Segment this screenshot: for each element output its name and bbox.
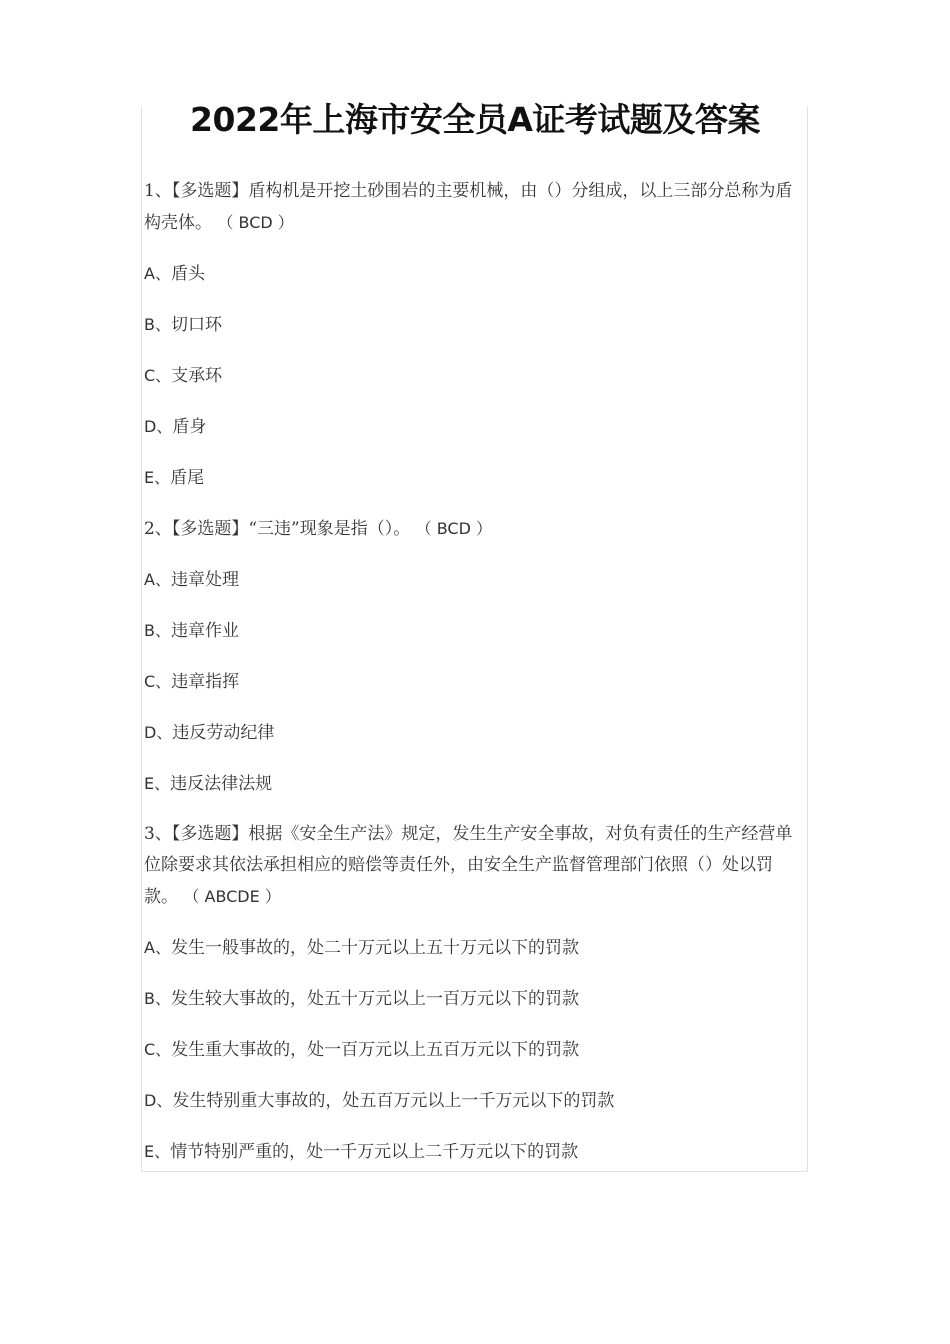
question-1-option-e bbox=[144, 462, 806, 494]
question-2-option-c bbox=[144, 666, 806, 698]
question-2-option-a bbox=[144, 564, 806, 596]
option-text: 盾头 bbox=[170, 264, 205, 284]
question-2-option-d bbox=[144, 717, 806, 749]
question-1-stem: 1、【多选题】盾构机是开挖土砂围岩的主要机械，由（）分组成，以上三部分总称为盾构壳体。 bbox=[144, 181, 793, 233]
option-text: 发生较大事故的，处五十万元以上一百万元以下的罚款 bbox=[170, 989, 579, 1009]
option-letter: B、 bbox=[144, 315, 171, 334]
option-text: 支承环 bbox=[171, 366, 223, 386]
question-2-text bbox=[144, 513, 806, 545]
option-text: 发生特别重大事故的，处五百万元以上一千万元以下的罚款 bbox=[172, 1091, 615, 1111]
question-2-option-b bbox=[144, 615, 806, 647]
question-1-option-c bbox=[144, 360, 806, 392]
question-1 bbox=[144, 176, 806, 494]
question-3-option-c bbox=[144, 1034, 806, 1066]
question-3-stem: 3、【多选题】根据《安全生产法》规定，发生生产安全事故，对负有责任的生产经营单位除要求其依法承担相应的赔偿等责任外，由安全生产监督管理部门依照（）处以罚款。 bbox=[144, 824, 793, 907]
option-text: 违反法律法规 bbox=[170, 774, 273, 794]
option-letter: B、 bbox=[144, 989, 171, 1008]
option-text: 盾身 bbox=[172, 417, 207, 437]
question-2 bbox=[144, 513, 806, 800]
option-letter: E、 bbox=[144, 1142, 171, 1161]
option-text: 违反劳动纪律 bbox=[172, 723, 275, 743]
option-letter: B、 bbox=[144, 621, 171, 640]
option-letter: D、 bbox=[144, 723, 173, 742]
question-2-stem: 2、【多选题】“三违”现象是指（）。 bbox=[144, 519, 411, 539]
question-3-option-d bbox=[144, 1085, 806, 1117]
option-text: 切口环 bbox=[170, 315, 222, 335]
option-letter: A、 bbox=[144, 938, 171, 957]
question-3-option-b bbox=[144, 983, 806, 1015]
option-text: 发生重大事故的，处一百万元以上五百万元以下的罚款 bbox=[171, 1040, 580, 1060]
question-1-answer: （ BCD ） bbox=[217, 213, 294, 232]
question-3 bbox=[144, 819, 806, 1168]
question-3-option-a bbox=[144, 932, 806, 964]
question-1-text bbox=[144, 176, 806, 239]
option-letter: C、 bbox=[144, 1040, 172, 1059]
question-3-answer: （ ABCDE ） bbox=[183, 887, 281, 906]
option-letter: C、 bbox=[144, 366, 172, 385]
option-text: 情节特别严重的，处一千万元以上二千万元以下的罚款 bbox=[170, 1142, 579, 1162]
document-title: 2022年上海市安全员A证考试题及答案 bbox=[190, 100, 760, 139]
option-letter: A、 bbox=[144, 264, 171, 283]
option-text: 违章作业 bbox=[170, 621, 239, 641]
question-1-option-b bbox=[144, 309, 806, 341]
option-text: 违章指挥 bbox=[171, 672, 240, 692]
option-text: 发生一般事故的，处二十万元以上五十万元以下的罚款 bbox=[170, 938, 579, 958]
option-letter: E、 bbox=[144, 774, 171, 793]
option-text: 违章处理 bbox=[170, 570, 239, 590]
option-letter: A、 bbox=[144, 570, 171, 589]
option-letter: E、 bbox=[144, 468, 171, 487]
question-1-option-d bbox=[144, 411, 806, 443]
option-letter: D、 bbox=[144, 1091, 173, 1110]
option-letter: D、 bbox=[144, 417, 173, 436]
question-2-answer: （ BCD ） bbox=[415, 519, 492, 538]
question-2-option-e bbox=[144, 768, 806, 800]
option-text: 盾尾 bbox=[170, 468, 205, 488]
question-3-text bbox=[144, 819, 806, 913]
question-3-option-e bbox=[144, 1136, 806, 1168]
option-letter: C、 bbox=[144, 672, 172, 691]
question-1-option-a bbox=[144, 258, 806, 290]
question-list bbox=[144, 176, 806, 1168]
